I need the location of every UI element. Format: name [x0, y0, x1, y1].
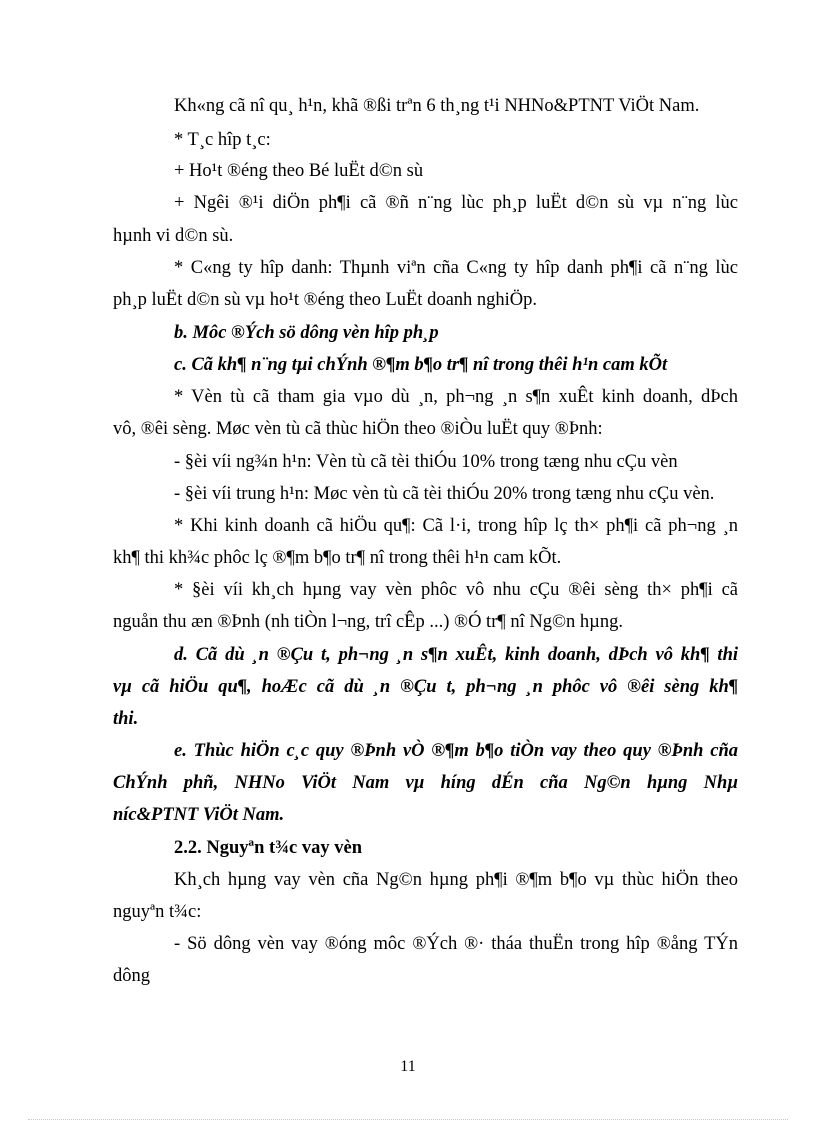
paragraph-line: Kh«ng cã nî qu¸ h¹n, khã ®ßi trªn 6 th¸ng t¹i NHNo&PTNT ViÖt Nam.	[174, 96, 700, 116]
section-heading: níc&PTNT ViÖt Nam.	[113, 805, 285, 825]
paragraph-line: dông	[113, 966, 150, 986]
paragraph-line: ph¸p luËt d©n sù vµ ho¹t ®éng theo LuËt doanh nghiÖp.	[113, 290, 538, 310]
paragraph-line: Kh¸ch hµng vay vèn cña Ng©n hµng ph¶i ®¶m b¶o vµ thùc hiÖn theo	[174, 870, 738, 890]
paragraph-line: kh¶ thi kh¾c phôc lç ®¶m b¶o tr¶ nî trong thêi h¹n cam kÕt.	[113, 548, 562, 568]
paragraph-line: nguån thu æn ®Þnh (nh tiÒn l¬ng, trî cÊp ...) ®Ó tr¶ nî Ng©n hµng.	[113, 612, 623, 632]
paragraph-line: + Ho¹t ®éng theo Bé luËt d©n sù	[174, 161, 424, 181]
page-number: 11	[400, 1058, 416, 1075]
paragraph-line: vô, ®êi sèng. Møc vèn tù cã thùc hiÖn theo ®iÒu luËt quy ®Þnh:	[113, 419, 603, 439]
section-heading: d. Cã dù ¸n ®Çu t, ph¬ng ¸n s¶n xuÊt, kinh doanh, dÞch vô kh¶ thi	[174, 645, 738, 665]
paragraph-line: nguyªn t¾c:	[113, 902, 202, 922]
paragraph-line: hµnh vi d©n sù.	[113, 226, 234, 246]
paragraph-line: * Khi kinh doanh cã hiÖu qu¶: Cã l·i, trong hîp lç th× ph¶i cã ph¬ng ¸n	[174, 516, 738, 536]
section-heading: ChÝnh phñ, NHNo ViÖt Nam vµ híng dÉn cña Ng©n hµng Nhµ	[113, 773, 738, 793]
paragraph-line: * T¸c hîp t¸c:	[174, 130, 271, 150]
list-item: - §èi víi ng¾n h¹n: Vèn tù cã tèi thiÓu 10% trong tæng nhu cÇu vèn	[174, 452, 678, 472]
section-heading: vµ cã hiÖu qu¶, hoÆc cã dù ¸n ®Çu t, ph¬ng ¸n phôc vô ®êi sèng kh¶	[113, 677, 738, 697]
section-heading: thi.	[113, 709, 139, 729]
section-heading: c. Cã kh¶ n¨ng tµi chÝnh ®¶m b¶o tr¶ nî trong thêi h¹n cam kÕt	[174, 355, 668, 375]
paragraph-line: * C«ng ty hîp danh: Thµnh viªn cña C«ng ty hîp danh ph¶i cã n¨ng lùc	[174, 258, 738, 278]
list-item: - Sö dông vèn vay ®óng môc ®Ých ®· tháa thuËn trong hîp ®ång TÝn	[174, 934, 738, 954]
list-item: - §èi víi trung h¹n: Møc vèn tù cã tèi thiÓu 20% trong tæng nhu cÇu vèn.	[174, 484, 715, 504]
paragraph-line: * Vèn tù cã tham gia vµo dù ¸n, ph¬ng ¸n s¶n xuÊt kinh doanh, dÞch	[174, 387, 738, 407]
section-heading: e. Thùc hiÖn c¸c quy ®Þnh vÒ ®¶m b¶o tiÒn vay theo quy ®Þnh cña	[174, 741, 738, 761]
page-bottom-divider	[28, 1119, 788, 1120]
paragraph-line: + Ngêi ®¹i diÖn ph¶i cã ®ñ n¨ng lùc ph¸p luËt d©n sù vµ n¨ng lùc	[174, 193, 738, 213]
section-heading: b. Môc ®Ých sö dông vèn hîp ph¸p	[174, 323, 439, 343]
paragraph-line: * §èi víi kh¸ch hµng vay vèn phôc vô nhu cÇu ®êi sèng th× ph¶i cã	[174, 580, 738, 600]
subsection-title: 2.2. Nguyªn t¾c vay vèn	[174, 838, 362, 858]
